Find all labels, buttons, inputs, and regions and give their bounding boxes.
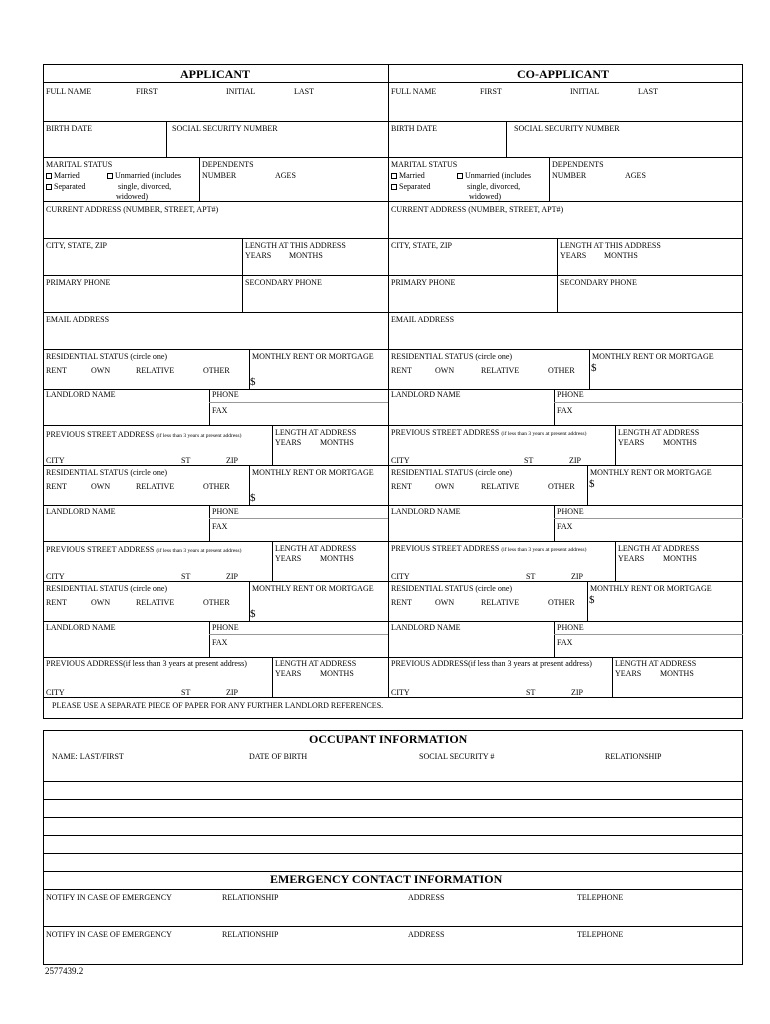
co-separated-option[interactable]: Separated (391, 182, 431, 191)
occupant-row[interactable] (43, 817, 743, 818)
notify-label-2: NOTIFY IN CASE OF EMERGENCY (46, 930, 172, 939)
occ-ssn-label: SOCIAL SECURITY # (419, 752, 495, 761)
prev-street-label-2: PREVIOUS STREET ADDRESS (if less than 3 years at present address) (46, 545, 242, 554)
landlord-name-label-1: LANDLORD NAME (46, 390, 116, 399)
occupant-row[interactable] (43, 835, 743, 836)
ssn-label: SOCIAL SECURITY NUMBER (172, 124, 278, 133)
occ-relationship-label: RELATIONSHIP (605, 752, 662, 761)
co-initial-label: INITIAL (570, 87, 600, 96)
notify-label-1: NOTIFY IN CASE OF EMERGENCY (46, 893, 172, 902)
occupant-row[interactable] (43, 853, 743, 854)
co-ssn-label: SOCIAL SECURITY NUMBER (514, 124, 620, 133)
unmarried-option[interactable]: Unmarried (includes (107, 171, 181, 180)
email-label: EMAIL ADDRESS (46, 315, 110, 324)
monthly-rent-label-1: MONTHLY RENT OR MORTGAGE (252, 352, 374, 361)
co-secondary-phone-label: SECONDARY PHONE (560, 278, 637, 287)
city-state-zip-label: CITY, STATE, ZIP (46, 241, 107, 250)
coapplicant-header: CO-APPLICANT (517, 67, 609, 81)
co-unmarried-option[interactable]: Unmarried (includes (457, 171, 531, 180)
separate-paper-note: PLEASE USE A SEPARATE PIECE OF PAPER FOR ANY FURTHER LANDLORD REFERENCES. (52, 701, 384, 710)
co-full-name-label: FULL NAME (391, 87, 437, 96)
co-married-option[interactable]: Married (391, 171, 425, 180)
birth-date-label: BIRTH DATE (46, 124, 92, 133)
secondary-phone-label: SECONDARY PHONE (245, 278, 322, 287)
initial-label: INITIAL (226, 87, 256, 96)
dependents-number-label: NUMBER (202, 171, 237, 180)
length-at-address-label: LENGTH AT THIS ADDRESS (245, 241, 346, 250)
res-status-label-3: RESIDENTIAL STATUS (circle one) (46, 584, 168, 593)
co-marital-status-label: MARITAL STATUS (391, 160, 458, 169)
co-separated-checkbox[interactable] (391, 184, 397, 190)
current-address-label: CURRENT ADDRESS (NUMBER, STREET, APT#) (46, 205, 219, 214)
occupant-header: OCCUPANT INFORMATION (309, 732, 468, 746)
occ-name-label: NAME: LAST/FIRST (52, 752, 124, 761)
separated-option[interactable]: Separated (46, 182, 86, 191)
form-number: 2577439.2 (45, 966, 84, 976)
separated-checkbox[interactable] (46, 184, 52, 190)
co-length-at-address-label: LENGTH AT THIS ADDRESS (560, 241, 661, 250)
co-married-checkbox[interactable] (391, 173, 397, 179)
landlord-name-label-2: LANDLORD NAME (46, 507, 116, 516)
co-dependents-ages-label: AGES (625, 171, 646, 180)
co-dependents-number-label: NUMBER (552, 171, 587, 180)
occ-dob-label: DATE OF BIRTH (249, 752, 308, 761)
full-name-label: FULL NAME (46, 87, 92, 96)
co-email-label: EMAIL ADDRESS (391, 315, 455, 324)
occupant-row[interactable] (43, 781, 743, 782)
first-label: FIRST (136, 87, 158, 96)
co-birth-date-label: BIRTH DATE (391, 124, 437, 133)
primary-phone-label: PRIMARY PHONE (46, 278, 111, 287)
emergency-header: EMERGENCY CONTACT INFORMATION (270, 872, 503, 886)
dependents-label: DEPENDENTS (202, 160, 254, 169)
co-first-label: FIRST (480, 87, 502, 96)
dependents-ages-label: AGES (275, 171, 296, 180)
co-last-label: LAST (638, 87, 658, 96)
co-unmarried-checkbox[interactable] (457, 173, 463, 179)
res-status-label-1: RESIDENTIAL STATUS (circle one) (46, 352, 168, 361)
co-city-state-zip-label: CITY, STATE, ZIP (391, 241, 452, 250)
applicant-header: APPLICANT (180, 67, 251, 81)
married-option[interactable]: Married (46, 171, 80, 180)
prev-address-label-final: PREVIOUS ADDRESS(if less than 3 years at present address) (46, 659, 247, 668)
center-divider (388, 64, 389, 697)
co-dependents-label: DEPENDENTS (552, 160, 604, 169)
unmarried-checkbox[interactable] (107, 173, 113, 179)
marital-status-label: MARITAL STATUS (46, 160, 113, 169)
res-status-label-2: RESIDENTIAL STATUS (circle one) (46, 468, 168, 477)
landlord-name-label-3: LANDLORD NAME (46, 623, 116, 632)
prev-street-label-1: PREVIOUS STREET ADDRESS (if less than 3 years at present address) (46, 430, 242, 439)
occupant-row[interactable] (43, 799, 743, 800)
married-checkbox[interactable] (46, 173, 52, 179)
co-primary-phone-label: PRIMARY PHONE (391, 278, 456, 287)
last-label: LAST (294, 87, 314, 96)
co-current-address-label: CURRENT ADDRESS (NUMBER, STREET, APT#) (391, 205, 564, 214)
